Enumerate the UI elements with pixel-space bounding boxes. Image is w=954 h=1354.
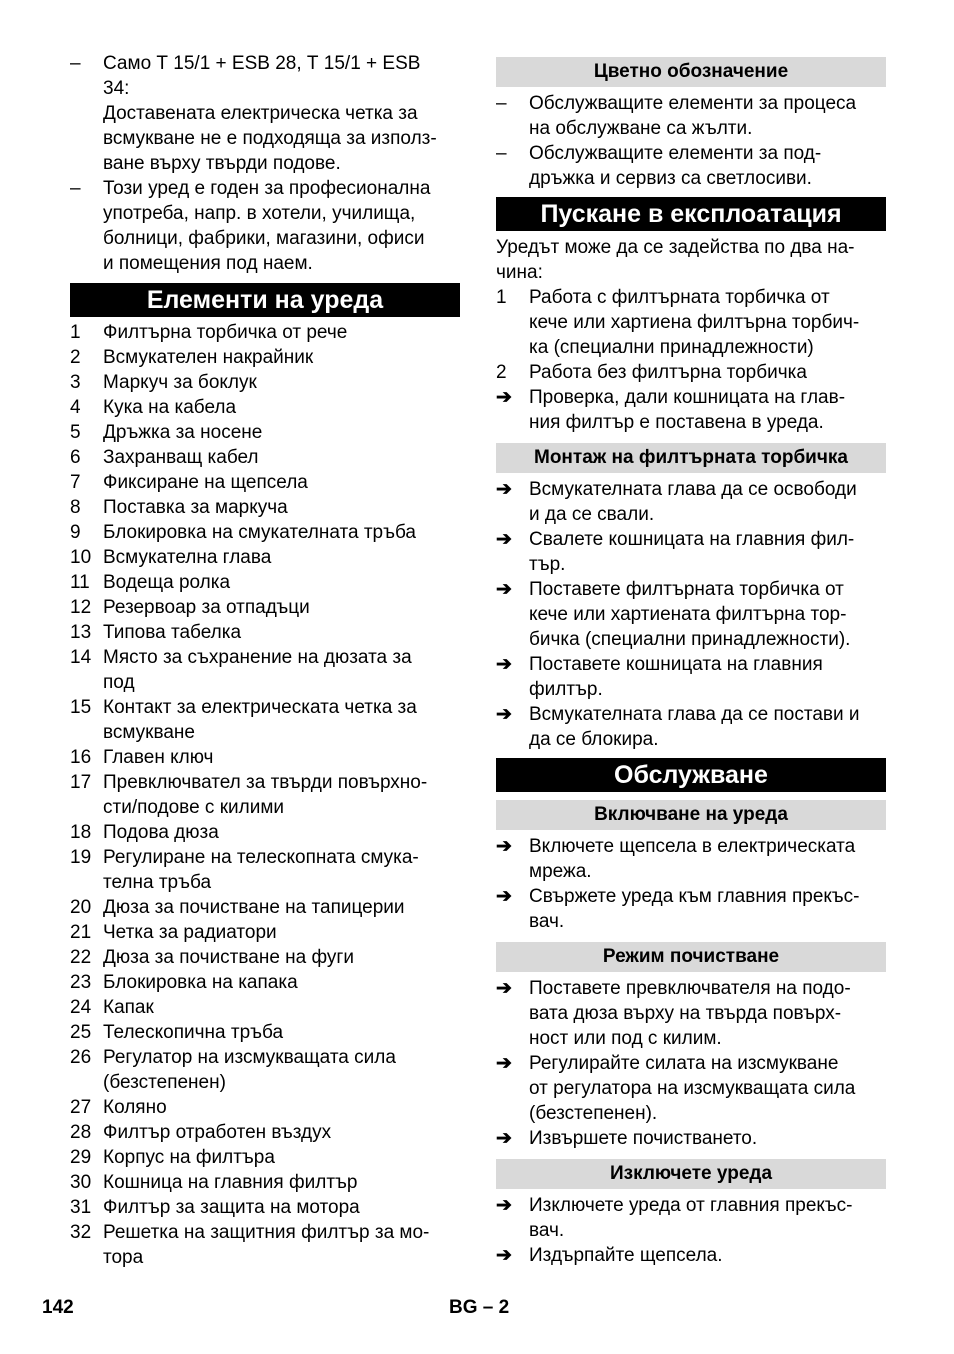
item-text: Блокировка на смукателната тръба <box>103 522 416 543</box>
list-item <box>70 1095 460 1120</box>
list-item <box>70 1045 460 1095</box>
item-marker: – <box>496 143 507 164</box>
item-text: Превключвател за твърди повърхно- сти/подове с килими <box>103 772 428 818</box>
item-number: 4 <box>70 397 81 418</box>
step-item <box>496 1193 886 1243</box>
list-item <box>70 420 460 445</box>
item-text: Филтър отработен въздух <box>103 1122 332 1143</box>
item-text: Контакт за електрическата четка за всмукване <box>103 697 417 743</box>
item-text: Проверка, дали кошницата на глав- ния филтър е поставена в уреда. <box>529 387 846 433</box>
list-item <box>496 91 886 141</box>
list-item <box>70 970 460 995</box>
list-item <box>70 345 460 370</box>
item-number: 11 <box>70 572 90 593</box>
left-column <box>70 51 460 1270</box>
mount-heading: Монтаж на филтърната торбичка <box>496 443 886 473</box>
item-text: Само Т 15/1 + ESB 28, Т 15/1 + ESB 34: Доставената електрическа четка за всмукване не е подходяща за използ- ване върху твърди подове. <box>103 53 437 174</box>
item-number: 19 <box>70 847 92 868</box>
arrow-icon: ➔ <box>496 886 512 907</box>
list-item <box>496 360 886 385</box>
item-text: Регулиране на телескопната смука- телна тръба <box>103 847 419 893</box>
startup-intro: Уредът може да се задейства по два на- чина: <box>496 237 855 283</box>
item-number: 5 <box>70 422 81 443</box>
item-marker: – <box>70 178 81 199</box>
item-text: Поставете превключвателя на подо- вата дюза върху на твърда повърх- ност или под с килим. <box>529 978 851 1049</box>
item-marker: 2 <box>496 362 507 383</box>
item-number: 26 <box>70 1047 92 1068</box>
arrow-icon: ➔ <box>496 836 512 857</box>
switch-on-steps <box>496 834 886 934</box>
arrow-icon: ➔ <box>496 1053 512 1074</box>
item-text: Работа с филтърната торбичка от кече или хартиена филтърна торбич- ка (специални принадлежности) <box>529 287 860 358</box>
item-text: Извършете почистването. <box>529 1128 758 1149</box>
section-code: BG – 2 <box>449 1297 510 1318</box>
list-item <box>70 945 460 970</box>
item-text: Дюза за почистване на фуги <box>103 947 354 968</box>
item-text: Обслужващите елементи за под- дръжка и сервиз са светлосиви. <box>529 143 822 189</box>
item-number: 20 <box>70 897 92 918</box>
step-item <box>496 976 886 1051</box>
item-number: 27 <box>70 1097 92 1118</box>
arrow-icon: ➔ <box>496 978 512 999</box>
list-item <box>70 645 460 695</box>
item-text: Свалете кошницата на главния фил- тър. <box>529 529 855 575</box>
item-text: Филтърна торбичка от рече <box>103 322 348 343</box>
list-item <box>70 1120 460 1145</box>
step-item <box>496 834 886 884</box>
item-text: Водеща ролка <box>103 572 231 593</box>
list-item <box>70 470 460 495</box>
item-number: 7 <box>70 472 81 493</box>
item-number: 12 <box>70 597 92 618</box>
item-text: Захранващ кабел <box>103 447 259 468</box>
arrow-icon: ➔ <box>496 387 512 408</box>
item-text: Поставете филтърната торбичка от кече или хартиената филтърна тор- бичка (специални принадлежности). <box>529 579 851 650</box>
item-text: Резервоар за отпадъци <box>103 597 310 618</box>
arrow-icon: ➔ <box>496 579 512 600</box>
color-list <box>496 91 886 191</box>
cleaning-steps <box>496 976 886 1151</box>
item-text: Дюза за почистване на тапицерии <box>103 897 405 918</box>
service-heading: Обслужване <box>496 758 886 792</box>
right-column <box>496 51 886 1268</box>
arrow-icon: ➔ <box>496 1128 512 1149</box>
item-number: 13 <box>70 622 92 643</box>
list-item <box>70 770 460 820</box>
item-text: Корпус на филтъра <box>103 1147 275 1168</box>
item-text: Коляно <box>103 1097 167 1118</box>
list-item <box>70 495 460 520</box>
item-number: 1 <box>70 322 81 343</box>
item-number: 6 <box>70 447 81 468</box>
list-item <box>70 320 460 345</box>
item-number: 31 <box>70 1197 92 1218</box>
arrow-icon: ➔ <box>496 654 512 675</box>
item-number: 30 <box>70 1172 92 1193</box>
list-item <box>70 520 460 545</box>
item-number: 24 <box>70 997 92 1018</box>
arrow-icon: ➔ <box>496 529 512 550</box>
item-text: Обслужващите елементи за процеса на обслужване са жълти. <box>529 93 857 139</box>
list-item <box>496 285 886 360</box>
item-text: Работа без филтърна торбичка <box>529 362 807 383</box>
list-item <box>70 570 460 595</box>
elements-heading: Елементи на уреда <box>70 283 460 317</box>
item-number: 8 <box>70 497 81 518</box>
switch-off-heading: Изключете уреда <box>496 1159 886 1189</box>
item-number: 29 <box>70 1147 92 1168</box>
item-number: 25 <box>70 1022 92 1043</box>
list-item <box>70 995 460 1020</box>
item-text: Фиксиране на щепсела <box>103 472 308 493</box>
item-text: Филтър за защита на мотора <box>103 1197 360 1218</box>
item-text: Изключете уреда от главния прекъс- вач. <box>529 1195 853 1241</box>
list-item <box>496 141 886 191</box>
item-text: Главен ключ <box>103 747 214 768</box>
list-item <box>70 1220 460 1270</box>
item-text: Регулирайте силата на изсмукване от регулатора на изсмукващата сила (безстепенен). <box>529 1053 856 1124</box>
step-item <box>496 1051 886 1126</box>
item-marker: – <box>70 53 81 74</box>
mount-steps <box>496 477 886 752</box>
item-number: 32 <box>70 1222 92 1243</box>
intro-list <box>70 51 460 276</box>
list-item <box>70 595 460 620</box>
item-text: Кука на кабела <box>103 397 237 418</box>
item-text: Решетка на защитния филтър за мо- тора <box>103 1222 430 1268</box>
step-item <box>496 385 886 435</box>
item-number: 22 <box>70 947 92 968</box>
item-marker: 1 <box>496 287 507 308</box>
item-text: Маркуч за боклук <box>103 372 257 393</box>
page-number: 142 <box>42 1297 74 1318</box>
item-number: 28 <box>70 1122 92 1143</box>
list-item <box>70 445 460 470</box>
cleaning-heading: Режим почистване <box>496 942 886 972</box>
step-item <box>496 577 886 652</box>
item-text: Този уред е годен за професионална употреба, напр. в хотели, училища, болници, фабрики, магазини, офиси и помещения под наем. <box>103 178 431 274</box>
item-number: 10 <box>70 547 92 568</box>
item-text: Всмукателна глава <box>103 547 272 568</box>
item-text: Капак <box>103 997 154 1018</box>
item-text: Кошница на главния филтър <box>103 1172 358 1193</box>
item-number: 18 <box>70 822 92 843</box>
item-text: Включете щепсела в електрическата мрежа. <box>529 836 856 882</box>
startup-steps <box>496 385 886 435</box>
item-number: 3 <box>70 372 81 393</box>
step-item <box>496 702 886 752</box>
item-number: 16 <box>70 747 92 768</box>
list-item <box>70 1195 460 1220</box>
list-item <box>70 920 460 945</box>
item-number: 23 <box>70 972 92 993</box>
step-item <box>496 652 886 702</box>
item-number: 21 <box>70 922 92 943</box>
step-item <box>496 477 886 527</box>
item-number: 14 <box>70 647 92 668</box>
item-text: Всмукателната глава да се постави и да се блокира. <box>529 704 860 750</box>
item-text: Блокировка на капака <box>103 972 298 993</box>
item-text: Телескопична тръба <box>103 1022 284 1043</box>
step-item <box>496 884 886 934</box>
step-item <box>496 1243 886 1268</box>
list-item <box>70 620 460 645</box>
item-text: Дръжка за носене <box>103 422 263 443</box>
list-item <box>70 176 460 276</box>
step-item <box>496 1126 886 1151</box>
list-item <box>70 1020 460 1045</box>
arrow-icon: ➔ <box>496 479 512 500</box>
item-text: Свържете уреда към главния прекъс- вач. <box>529 886 860 932</box>
item-number: 2 <box>70 347 81 368</box>
step-item <box>496 527 886 577</box>
list-item <box>70 895 460 920</box>
arrow-icon: ➔ <box>496 1195 512 1216</box>
list-item <box>70 51 460 176</box>
item-text: Място за съхранение на дюзата за под <box>103 647 412 693</box>
switch-off-steps <box>496 1193 886 1268</box>
list-item <box>70 545 460 570</box>
switch-on-heading: Включване на уреда <box>496 800 886 830</box>
item-text: Поставете кошницата на главния филтър. <box>529 654 823 700</box>
list-item <box>70 845 460 895</box>
list-item <box>70 695 460 745</box>
list-item <box>70 820 460 845</box>
list-item <box>70 395 460 420</box>
item-text: Типова табелка <box>103 622 242 643</box>
startup-list <box>496 285 886 385</box>
item-number: 9 <box>70 522 81 543</box>
item-text: Издърпайте щепсела. <box>529 1245 723 1266</box>
item-text: Подова дюза <box>103 822 219 843</box>
item-text: Регулатор на изсмукващата сила (безстепенен) <box>103 1047 396 1093</box>
arrow-icon: ➔ <box>496 704 512 725</box>
arrow-icon: ➔ <box>496 1245 512 1266</box>
item-marker: – <box>496 93 507 114</box>
item-number: 15 <box>70 697 92 718</box>
item-number: 17 <box>70 772 92 793</box>
item-text: Поставка за маркуча <box>103 497 288 518</box>
list-item <box>70 745 460 770</box>
item-text: Всмукателната глава да се освободи и да се свали. <box>529 479 857 525</box>
list-item <box>70 1145 460 1170</box>
list-item <box>70 370 460 395</box>
elements-list <box>70 320 460 1270</box>
startup-heading: Пускане в експлоатация <box>496 197 886 231</box>
list-item <box>70 1170 460 1195</box>
item-text: Четка за радиатори <box>103 922 277 943</box>
item-text: Всмукателен накрайник <box>103 347 314 368</box>
color-heading: Цветно обозначение <box>496 57 886 87</box>
